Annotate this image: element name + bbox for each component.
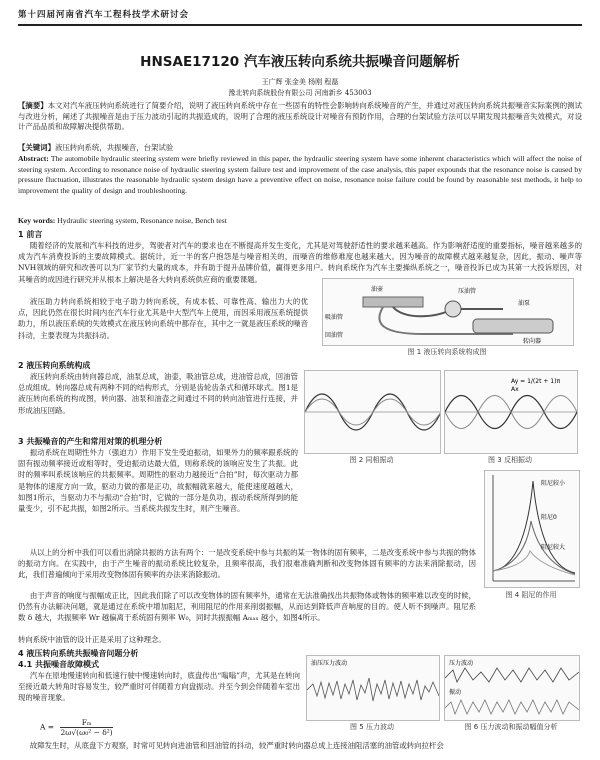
fig4-curve-small-damping (493, 481, 575, 573)
fig1-label-gear: 转向器 (523, 338, 542, 345)
section-3-para-4: 转向系统中油管的设计正是采用了这种理念。 (18, 635, 166, 644)
figure-4 (484, 470, 580, 588)
figure-3-plot (445, 371, 577, 453)
section-3-para-1: 振动系统在周期性外力（强迫力）作用下发生受迫振动，如果外力的频率跟系统的固有振动频率接近或相等时，受迫振动达最大值，则称系统的该响应发生了共振。此时的频率叫系统该响应的共振频率。周期性的驱动力越接近“合拍”时，每次驱动力都是物体的速度方向一致，驱动力做的都是正功，故振幅就来越大，能使速度越越大，如图1所示，当驱动力不与振动“合拍”时，它做的一部分是负功，振动系统所得到的能量变少，引不起共振，如图2所示。当系统共振发生时，则产生噪音。 (18, 448, 298, 514)
abstract-en-text: The automobile hydraulic steering system were briefly reviewed in this paper, the hydraulic steering system have some inherent characteristics which will affect the noise of steering system. According to resonance noise of hydraulic steering system failure test and improvement of the case analysis, this paper expounds that the resonance noise is caused by pressure fluctuation, illustrates the reasonable hydraulic system design have a preventive effect on noise, resonance noise failure could be found by reasonable test methods, it help to improvement the quality of design and troubleshooting. (18, 154, 582, 195)
figure-4-plot (485, 471, 579, 587)
fig4-curve-large-damping (493, 551, 575, 575)
paper-authors: 王广辉 张金美 杨刚 程磊 (261, 78, 339, 86)
oil-tank-shape (363, 297, 423, 307)
keywords-en (18, 216, 582, 227)
fig5-signal (307, 678, 439, 701)
figure-5-plot (307, 656, 439, 720)
abstract-cn (18, 101, 582, 133)
paper-title: HNSAE17120 汽车液压转向系统共振噪音问题解析 (140, 54, 460, 70)
figure-2-plot (305, 371, 440, 453)
fig4-label-large: 阻尼较大 (541, 544, 566, 551)
fig4-label-small: 阻尼较小 (541, 480, 566, 487)
section-4-1-para-2: 故障发生时，从底盘下方观察，时常可见转向进油管和回油管的抖动，较严重时转向器总成上连接油阻活塞的油管或转向拉杆会 (29, 741, 444, 750)
section-4-1-title: 4.1 共振噪音故障模式 (18, 660, 99, 669)
figure-2 (304, 370, 441, 454)
figure-6 (444, 655, 580, 721)
figure-4-caption: 图 4 阻尼的作用 (505, 591, 557, 599)
section-4-1-para-1: 汽车在原地慢速转向和低速行驶中慢速转向时，底盘传出“嗡嗡”声，尤其是在转向至接近最大转角时容易发生，较严重时可伴随着方向盘振动。并至今到会伴随着车室出现的噪音现象。 (18, 671, 300, 703)
formula-fraction (60, 718, 112, 737)
abstract-cn-text: 本文对汽车液压转向系统进行了简要介绍，说明了液压转向系统中存在一些固有的特性会影响转向系统噪音的产生，并通过对液压转向系统共振噪音实际案例的测试与改进分析，阐述了共振噪音是由于压力波动引起的共振造成的，说明了合理的液压系统设计对噪音有预防作用，合理的台架试验方法可以早期发现共振噪音失效模式，对设计产品品质和故障解决提供帮助。 (18, 101, 582, 131)
pump-shape (445, 301, 461, 317)
fig6-label-2: 振动 (449, 689, 462, 696)
figure-2-caption: 图 2 同相振动 (349, 456, 394, 464)
section-4-title: 4 液压转向系统共振噪音问题分析 (18, 649, 139, 658)
section-3-para-3: 由于声音的响度与振幅成正比，因此我们除了可以改变物体的固有频率外，通常在无法准确找出共振物体或物体的频率难以改变的时候，仍然有办法解决问题，就是通过在系统中增加阻尼，利用阻尼的作用来削弱振幅，从而达到降低声音响度的目的。使人听不到噪声。阻尼系数 δ 越大，共振频率 Wr 越偏离于系统固有频率 W₀，同时共振振幅 Aₘₐₓ 越小，如图4所示。 (18, 591, 476, 623)
section-3-para-2: 从以上的分析中我们可以看出消除共振的方法有两个：一是改变系统中参与共振的某一物体的固有频率，二是改变系统中参与共振的物体的振动方向。在实践中，由于产生噪音的振动系统比较复杂，且频率很高，我们很难准确判断和改变物体固有频率的方法来消除振动，因此，我们普遍倾向于采用改变物体固有频率的办法来消除振动。 (18, 548, 476, 580)
figure-6-caption: 图 6 压力波动和振动幅值分析 (464, 723, 558, 731)
steering-gear-shape (473, 319, 553, 333)
abstract-en (18, 154, 582, 196)
formula-lhs: A = (40, 722, 55, 732)
figure-3 (444, 370, 578, 454)
fig6-signal-vibration (445, 700, 579, 714)
keywords-en-text: Hydraulic steering system, Resonance noise, Bench test (57, 216, 227, 225)
abstract-label: 【摘要】 (18, 101, 48, 110)
fig3-eq2: Ax (511, 386, 519, 393)
fig6-label-1: 压力波动 (449, 660, 474, 667)
fig1-label-return-pipe: 回油管 (325, 332, 344, 339)
keywords-en-label: Key words: (18, 216, 56, 225)
fig3-eq: Ay = 1/(2t + 1)π (511, 378, 561, 385)
fig6-signal-pressure (445, 668, 579, 682)
formula (40, 718, 113, 737)
figure-1 (322, 278, 574, 346)
fig1-label-pump: 油泵 (518, 300, 531, 307)
journal-header: 第十四届河南省汽车工程科技学术研讨会 (18, 8, 582, 26)
abstract-en-label: Abstract: (18, 154, 49, 163)
formula-num: Fₘ (60, 718, 112, 728)
section-1-para-1: 随着经济的发展和汽车科技的进步，驾驶者对汽车的要求也在不断提高并发生变化，尤其是对驾驶舒适性的要求越来越高。作为影响舒适度的重要指标，噪音越来越多的成为汽车消费投诉的主要故障模式。据统计，近一半的客户抱怨是与噪音相关的，而噪音的维修难度也越来越大。因为噪音的故障模式越来越复杂，因此，振动、噪声等NVH领域的研究和改善可以为厂家节约大量的成本，并有助于提升品牌价值，赢得更多用户。转向系统作为汽车主要操纵系统之一，噪音投诉已成为其第一大投诉原因，对其噪音的成因进行研究并从根本上解决是各大转向系统供应商的重要课题。 (18, 241, 582, 284)
figure-5-caption: 图 5 压力波动 (350, 723, 394, 731)
keywords-cn-text: 液压转向系统，共振噪音，台架试验 (54, 143, 174, 152)
fig1-label-suction-pipe: 吸油管 (325, 314, 344, 321)
figure-1-diagram (323, 279, 573, 345)
fig5-label: 油压压力波动 (311, 660, 348, 667)
figure-1-caption: 图 1 液压转向系统构成图 (407, 348, 487, 356)
fig1-label-oil-tank: 油壶 (371, 286, 384, 293)
section-2-para-1: 液压转向系统由转向器总成，油泵总成，油壶，吸油管总成，进油管总成，回油管总成组成。转向器总成有两种不同的结构形式，分别是齿轮齿条式和循环球式。图1是液压转向系统的构成图，转向器、油泵和油壶之间通过不同的转向油管进行连接，并形成油压回路。 (18, 372, 298, 415)
section-2-title: 2 液压转向系统构成 (18, 361, 91, 370)
figure-3-caption: 图 3 反相振动 (488, 456, 532, 464)
section-1-title: 1 前言 (18, 230, 43, 239)
section-1-para-2: 液压助力转向系统相较于电子助力转向系统，有成本低、可靠性高、输出力大的优点，因此仍然在很长时间内在汽车行业尤其是中大型汽车上使用，而因采用液压系统提供助力，所以液压系统的失效模式在液压转向系统中都存在，其中之一就是液压系统的噪音抖动，主要表现为共振抖动。 (18, 297, 308, 340)
formula-den: 2ω√(ω₀² − δ²) (60, 728, 113, 737)
figure-6-plot (445, 656, 579, 720)
fig1-label-pressure-pipe: 压油管 (458, 288, 477, 295)
fig4-label-mid: 阻尼0 (541, 514, 557, 521)
keywords-cn (18, 143, 582, 154)
section-3-title: 3 共振噪音的产生和常用对策的机理分析 (18, 437, 163, 446)
keywords-label: 【关键词】 (18, 143, 55, 152)
paper-affiliation: 豫北转向系统股份有限公司 河南新乡 453003 (228, 89, 372, 97)
figure-5 (306, 655, 440, 721)
